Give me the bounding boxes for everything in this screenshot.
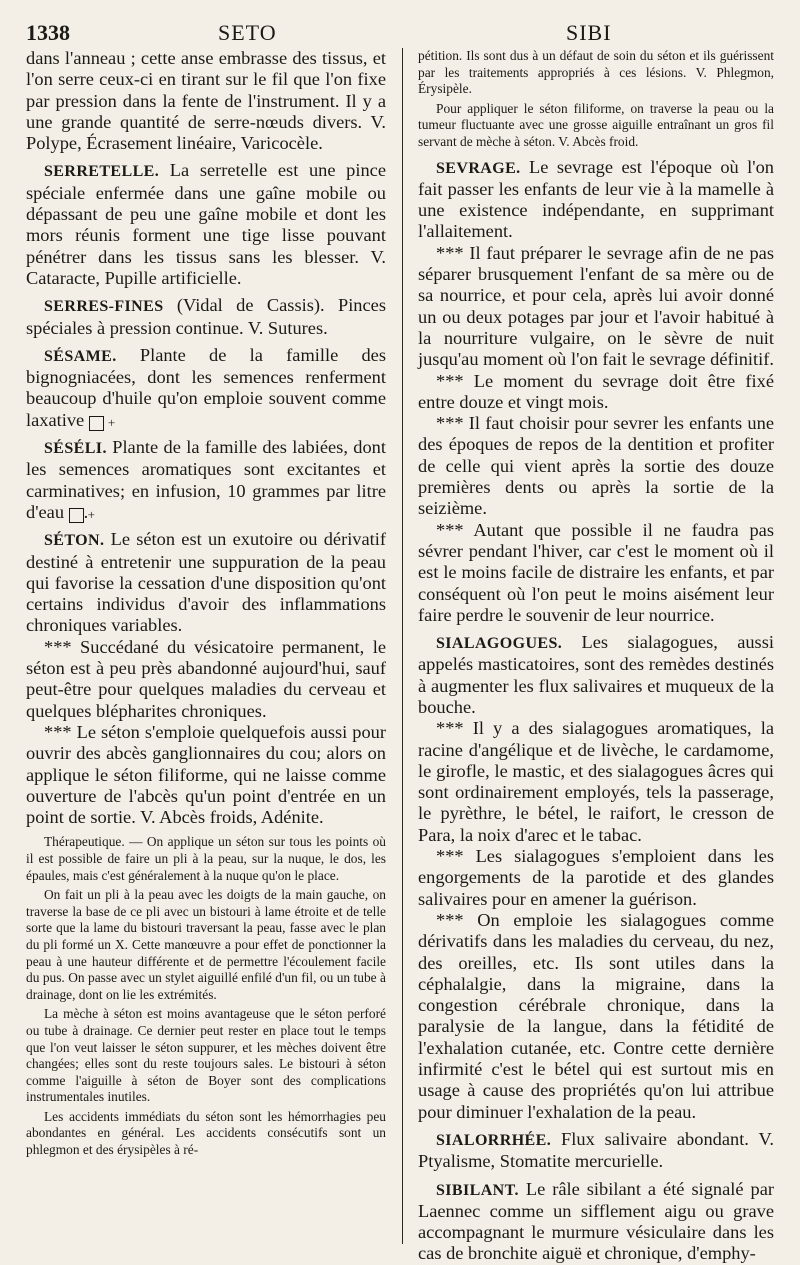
column-divider xyxy=(402,48,403,1244)
dictionary-entry xyxy=(418,1179,774,1265)
entry-text: Plante de la famille des labiées, dont les semences aromatiques sont excitantes et carminatives; en infusion, 10 grammes par litre d'eau xyxy=(26,437,386,522)
entry-text: *** Le séton s'emploie quelquefois aussi pour ouvrir des abcès ganglionnaires du cou; alors on applique le séton filiforme, qui ne laisse comme ouverture de l'abcès qu'un point d'entrée en un point de sortie. V. Abcès froids, Adénite. xyxy=(26,721,386,828)
entry-paragraph xyxy=(418,243,774,371)
entry-paragraph xyxy=(418,371,774,414)
remedy-mark-icon: + xyxy=(69,508,84,523)
entry-paragraph xyxy=(26,637,386,722)
entry-paragraph xyxy=(26,1006,386,1106)
entry-headword: SIBILANT. xyxy=(436,1181,519,1199)
entry-paragraph xyxy=(418,413,774,519)
entry-text: Le séton est un exutoire ou dérivatif destiné à entretenir une suppuration de la peau qui favorise la cessation d'une disposition qu'ont certains individus d'avoir des inflammations chroniques variables. xyxy=(26,529,386,636)
entry-text: *** Les sialagogues s'emploient dans les engorgements de la parotide et des glandes salivaires pour en amener la guérison. xyxy=(418,846,774,909)
remedy-mark-icon: + xyxy=(89,416,104,431)
entry-text: dans l'anneau ; cette anse embrasse des tissus, et l'on serre ceux-ci en tirant sur le fil que l'on fixe par pression dans la fente de l'instrument. Il y a une grande quantité de serre-nœuds divers. V. Polype, Écrasement linéaire, Varicocèle. xyxy=(26,48,386,154)
entry-paragraph xyxy=(26,887,386,1003)
left-column xyxy=(26,48,386,1244)
entry-paragraph xyxy=(26,48,386,154)
entry-text: Les sialagogues, aussi appelés masticatoires, sont des remèdes destinés à augmenter les flux salivaires et muqueux de la bouche. xyxy=(418,632,774,717)
dictionary-entry xyxy=(26,345,386,431)
entry-paragraph xyxy=(26,722,386,828)
entry-text: Pour appliquer le séton filiforme, on traverse la peau ou la tumeur fluctuante avec une grosse aiguille entraînant un gros fil servant de mèche à séton. V. Abcès froid. xyxy=(418,100,774,149)
entry-text: La mèche à séton est moins avantageuse que le séton perforé ou tube à drainage. Ce dernier peut rester en place tout le temps que l'on veut laisser le séton suppurer, et les mèches doivent être changées; elles sont du reste toujours sales. Le bistouri à séton comme l'aiguille à séton de Boyer sont des complications instrumentales inutiles. xyxy=(26,1006,386,1105)
entry-text: On fait un pli à la peau avec les doigts de la main gauche, on traverse la base de ce pli avec un bistouri à lame étroite et de telle sorte que la lame du bistouri traversant la peau, fasse avec le plan du pli formé un X. Cette manœuvre a pour effet de ponctionner la peau à une hauteur différente et de permettre l'écoulement facile du pus. On passe avec un stylet aiguillé enfilé d'un fil, ou un tube à drainage, dont on lie les extrémités. xyxy=(26,887,386,1002)
entry-paragraph xyxy=(26,1109,386,1159)
entry-headword: SIALAGOGUES. xyxy=(436,635,563,653)
entry-headword: SEVRAGE. xyxy=(436,159,521,177)
entry-paragraph xyxy=(418,910,774,1123)
entry-text: Thérapeutique. — On applique un séton sur tous les points où il est possible de faire un pli à la peau, sur la nuque, le dos, les épaules, mais c'est généralement à la nuque qu'on le place. xyxy=(26,834,386,883)
entry-text: Flux salivaire abondant. V. Ptyalisme, Stomatite mercurielle. xyxy=(418,1128,774,1172)
entry-paragraph xyxy=(418,101,774,151)
entry-text: Le sevrage est l'époque où l'on fait passer les enfants de leur vie à la mamelle à une existence indépendante, en supprimant l'allaitement. xyxy=(418,156,774,242)
entry-text: Les accidents immédiats du séton sont les hémorrhagies peu abondantes en général. Les accidents consécutifs sont un phlegmon et des érysipèles à ré- xyxy=(26,1108,386,1158)
entry-headword: SÉSAME. xyxy=(44,347,117,365)
dictionary-entry xyxy=(418,632,774,718)
dictionary-entry xyxy=(26,160,386,289)
dictionary-entry xyxy=(26,437,386,523)
entry-text: *** On emploie les sialagogues comme dérivatifs dans les maladies du cerveau, du nez, des oreilles, etc. Ils sont utiles dans la céphalalgie, dans la migraine, dans la congestion cérébrale chronique, dans la paralysie de la langue, dans la fétidité de l'exhalation cutanée, etc. Contre cette dernière infirmité c'est le bétel qui est surtout mis en usage à cause des propriétés qu'on lui attribue pour diminuer l'exhalation de la peau. xyxy=(418,909,774,1122)
entry-text: *** Il faut choisir pour sevrer les enfants une des époques de repos de la dentition et profiter de celle qui vient après la sortie des douze premières dents ou après la sortie de la seizième. xyxy=(418,413,774,519)
entry-paragraph xyxy=(418,48,774,98)
dictionary-entry xyxy=(26,529,386,636)
entry-paragraph xyxy=(418,520,774,626)
page-number: 1338 xyxy=(26,20,70,45)
dictionary-entry xyxy=(26,295,386,339)
entry-tail: . xyxy=(83,501,89,522)
entry-text: *** Le moment du sevrage doit être fixé entre douze et vingt mois. xyxy=(418,370,774,412)
entry-text: *** Autant que possible il ne faudra pas sévrer pendant l'hiver, car c'est le moment où il est le moins facile de distraire les enfants, et par conséquent où l'on peut le moins aisément leur faire perdre le souvenir de leur nourrice. xyxy=(418,519,774,625)
entry-text: La serretelle est une pince spéciale enfermée dans une gaîne mobile ou dépassant de peu une gaîne mobile et dont les mors réunis forment une tige lisse pouvant pénétrer dans les tissus sans les blesser. V. Cataracte, Pupille artificielle. xyxy=(26,160,386,288)
running-head-right: SIBI xyxy=(566,20,612,45)
entry-text: *** Il y a des sialagogues aromatiques, la racine d'angélique et de livèche, le cardamome, le girofle, le mastic, et des sialagogues âcres qui sont ordinairement employés, tels la passerage, le pyrèthre, le bétel, le raifort, le cresson de Para, la noix d'arec et le tabac. xyxy=(418,718,774,845)
running-header xyxy=(26,14,774,48)
dictionary-entry xyxy=(418,157,774,243)
entry-headword: SÉTON. xyxy=(44,532,105,550)
entry-text: Le râle sibilant a été signalé par Laennec comme un sifflement aigu ou grave accompagnant le murmure vésiculaire dans les cas de bronchite aiguë et chronique, d'emphy- xyxy=(418,1178,774,1264)
entry-paragraph xyxy=(418,718,774,846)
entry-headword: SÉSÉLI. xyxy=(44,440,107,458)
entry-text: Plante de la famille des bignogniacées, dont les semences renferment beaucoup d'huile qu'on emploie souvent comme laxative xyxy=(26,344,386,430)
entry-text: pétition. Ils sont dus à un défaut de soin du séton et ils guérissent par les traitements appropriés à ces lésions. V. Phlegmon, Érysipèle. xyxy=(418,48,774,97)
entry-headword: SERRES-FINES xyxy=(44,298,164,316)
entry-paragraph xyxy=(26,834,386,884)
running-head-left: SETO xyxy=(218,20,277,45)
entry-headword: SIALORRHÉE. xyxy=(436,1131,552,1149)
entry-paragraph xyxy=(418,846,774,910)
dictionary-entry xyxy=(418,1129,774,1173)
entry-text: *** Il faut préparer le sevrage afin de ne pas séparer brusquement l'enfant de sa mère ou de sa nourrice, et pour cela, après lui avoir donné un ou deux potages par jour et l'avoir habitué à la nourriture vulgaire, on le sèvre de nuit jusqu'au moment où l'on fait le sevrage définitif. xyxy=(418,242,774,370)
right-column xyxy=(418,48,774,1264)
entry-text: *** Succédané du vésicatoire permanent, le séton est à peu près abandonné aujourd'hui, sauf peut-être pour quelques maladies du cerveau et quelques blépharites chroniques. xyxy=(26,636,386,721)
entry-headword: SERRETELLE. xyxy=(44,163,160,181)
entry-text: (Vidal de Cassis). Pinces spéciales à pression continue. V. Sutures. xyxy=(26,295,386,338)
